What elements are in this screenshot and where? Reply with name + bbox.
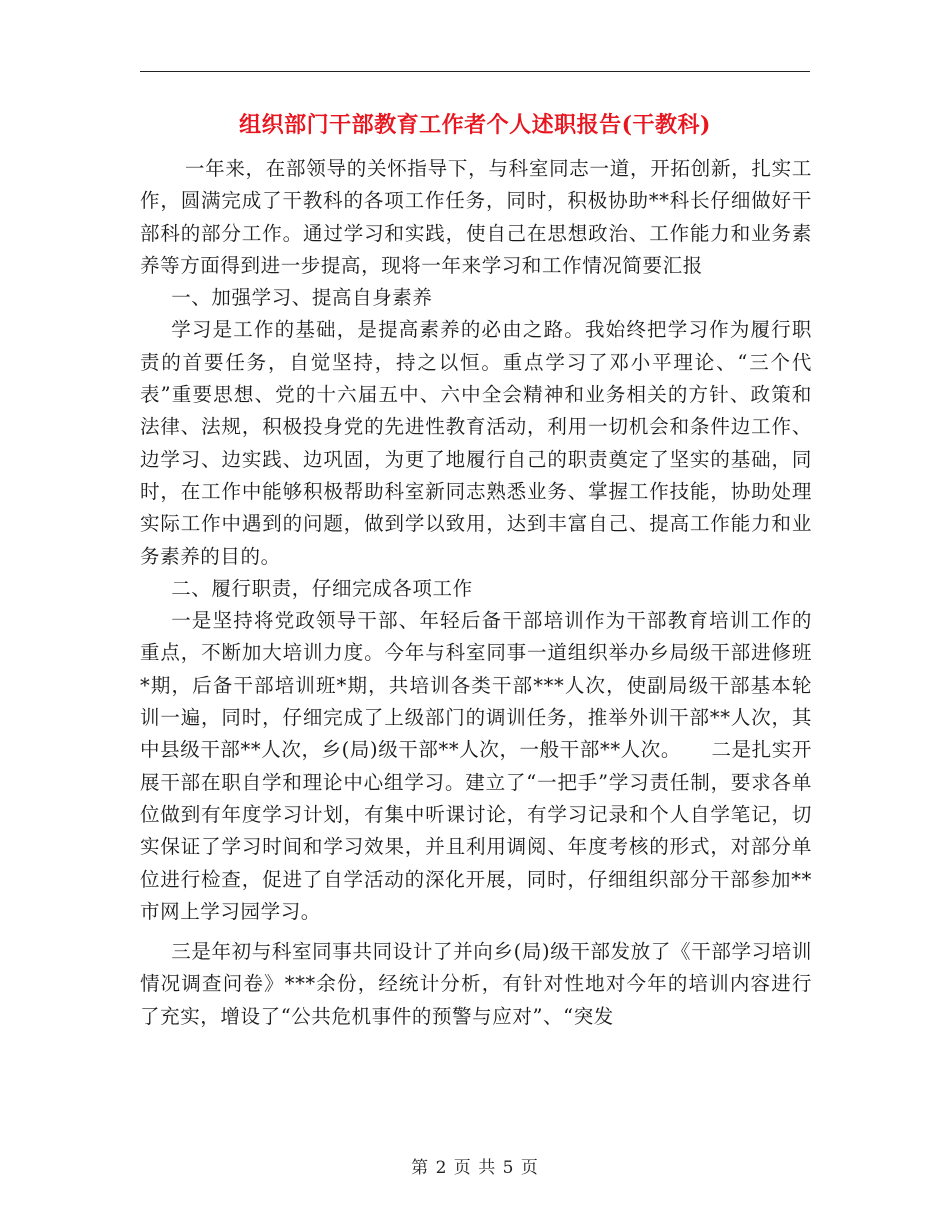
paragraph-study: 学习是工作的基础，是提高素养的必由之路。我始终把学习作为履行职责的首要任务，自觉坚持，持之以恒。重点学习了邓小平理论、“三个代表”重要思想、党的十六届五中、六中全会精神和业务相关的方针、政策和法律、法规，积极投身党的先进性教育活动，利用一切机会和条件边工作、边学习、边实践、边巩固，为更了地履行自己的职责奠定了坚实的基础，同时，在工作中能够积极帮助科室新同志熟悉业务、掌握工作技能，协助处理实际工作中遇到的问题，做到学以致用，达到丰富自己、提高工作能力和业务素养的目的。	[140, 318, 812, 568]
page-number: 第 2 页 共 5 页	[411, 1158, 539, 1178]
document-title: 组织部门干部教育工作者个人述职报告(干教科)	[239, 112, 711, 138]
section-heading-1: 一、加强学习、提高自身素养	[171, 286, 433, 310]
paragraph-survey: 三是年初与科室同事共同设计了并向乡(局)级干部发放了《干部学习培训情况调查问卷》***余份，经统计分析，有针对性地对今年的培训内容进行了充实，增设了“公共危机事件的预警与应对”、“突发	[140, 940, 812, 1028]
section-heading-2: 二、履行职责，仔细完成各项工作	[171, 576, 473, 600]
header-rule	[140, 71, 810, 72]
paragraph-duties: 一是坚持将党政领导干部、年轻后备干部培训作为干部教育培训工作的重点，不断加大培训力度。今年与科室同事一道组织举办乡局级干部进修班*期，后备干部培训班*期，共培训各类干部***人次，使副局级干部基本轮训一遍，同时，仔细完成了上级部门的调训任务，推举外训干部**人次，其中县级干部**人次，乡(局)级干部**人次，一般干部**人次。 二是扎实开展干部在职自学和理论中心组学习。建立了“一把手”学习责任制，要求各单位做到有年度学习计划，有集中听课讨论，有学习记录和个人自学笔记，切实保证了学习时间和学习效果，并且利用调阅、年度考核的形式，对部分单位进行检查，促进了自学活动的深化开展，同时，仔细组织部分干部参加**市网上学习园学习。	[140, 609, 812, 923]
document-body	[140, 153, 812, 1033]
paragraph-intro: 一年来，在部领导的关怀指导下，与科室同志一道，开拓创新，扎实工作，圆满完成了干教科的各项工作任务，同时，积极协助**科长仔细做好干部科的部分工作。通过学习和实践，使自己在思想政治、工作能力和业务素养等方面得到进一步提高，现将一年来学习和工作情况简要汇报	[140, 157, 812, 277]
